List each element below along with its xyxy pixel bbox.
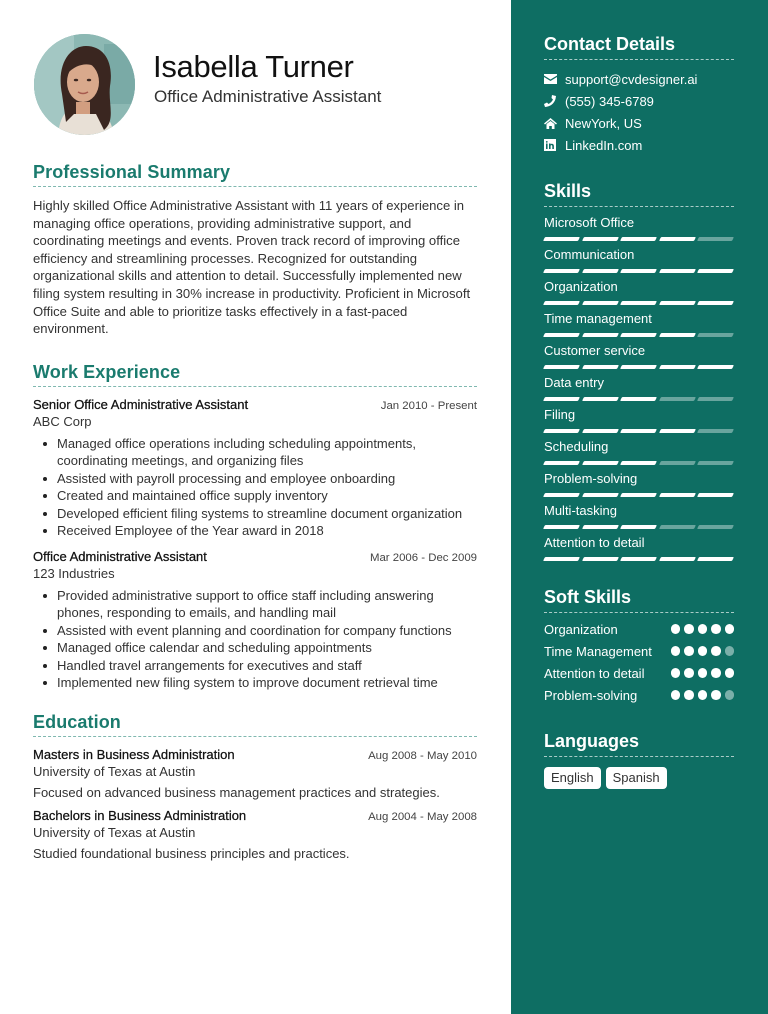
section-heading-skills: Skills [544, 181, 734, 207]
skill-segment-filled [582, 333, 618, 337]
contact-linkedin[interactable] [544, 134, 734, 156]
contact-linkedin-text: LinkedIn.com [565, 137, 643, 153]
skill-segment-filled [620, 461, 656, 465]
skill-segment-filled [582, 397, 618, 401]
skill-segment-filled [543, 333, 579, 337]
skill-segment-filled [620, 429, 656, 433]
skill-segment-filled [543, 557, 579, 561]
profile-photo [34, 34, 135, 135]
job-bullet: Managed office operations including scheduling appointments, coordinating meetings, and organizing files [57, 435, 477, 470]
section-heading-contact: Contact Details [544, 34, 734, 60]
soft-skill-rating [671, 624, 735, 634]
rating-dot-filled [684, 668, 694, 678]
soft-skill-item [544, 621, 734, 639]
skill-item [544, 407, 734, 439]
skill-label: Communication [544, 247, 635, 262]
soft-skill-label: Organization [544, 622, 618, 637]
skill-level-bar [544, 333, 734, 337]
rating-dot-filled [711, 624, 721, 634]
phone-icon [544, 95, 565, 107]
rating-dot-filled [698, 690, 708, 700]
skill-segment-filled [697, 301, 733, 305]
skill-segment-filled [620, 269, 656, 273]
summary-text: Highly skilled Office Administrative Assistant with 11 years of experience in managing office operations, providing administrative support, and coordinating meetings and events. Proven track record of improving office efficiency and streamlining processes. Recognized for outstanding organizational skills and attention to detail. Successfully implemented new filing system resulting in 30% increase in productivity. Proficient in Microsoft Office Suite and able to prioritize tasks effectively in a fast-paced environment. [33, 198, 471, 337]
skill-segment-filled [620, 333, 656, 337]
skill-segment-filled [543, 461, 579, 465]
section-heading-summary: Professional Summary [33, 162, 477, 187]
envelope-icon [544, 74, 565, 84]
rating-dot-filled [671, 668, 681, 678]
skill-item [544, 535, 734, 567]
skill-level-bar [544, 429, 734, 433]
skill-item [544, 279, 734, 311]
contact-list [544, 68, 734, 156]
skill-segment-filled [543, 365, 579, 369]
skill-item [544, 471, 734, 503]
skill-level-bar [544, 397, 734, 401]
skill-segment-filled [543, 493, 579, 497]
skill-segment-empty [659, 525, 695, 529]
skill-segment-filled [543, 429, 579, 433]
candidate-title: Office Administrative Assistant [154, 87, 382, 106]
skill-segment-filled [620, 237, 656, 241]
job-bullet: Received Employee of the Year award in 2018 [57, 522, 477, 540]
section-heading-languages: Languages [544, 731, 734, 757]
rating-dot-empty [725, 646, 735, 656]
skill-label: Multi-tasking [544, 503, 617, 518]
candidate-name: Isabella Turner [153, 49, 354, 84]
skill-level-bar [544, 269, 734, 273]
skill-segment-empty [697, 525, 733, 529]
skill-label: Data entry [544, 375, 604, 390]
skill-label: Problem-solving [544, 471, 638, 486]
skill-label: Microsoft Office [544, 215, 635, 230]
skill-segment-filled [543, 269, 579, 273]
skill-segment-filled [543, 525, 579, 529]
education-dates: Aug 2008 - May 2010 [368, 749, 477, 762]
skills-list [544, 215, 734, 567]
sidebar [511, 0, 768, 1014]
skill-level-bar [544, 525, 734, 529]
degree-title: Masters in Business Administration [33, 746, 235, 762]
skill-segment-filled [697, 365, 733, 369]
soft-skill-item [544, 687, 734, 705]
skill-segment-filled [620, 365, 656, 369]
rating-dot-filled [711, 690, 721, 700]
skill-item [544, 503, 734, 535]
job-bullet: Created and maintained office supply inventory [57, 487, 477, 505]
rating-dot-filled [698, 624, 708, 634]
skill-item [544, 439, 734, 471]
job-entry [33, 397, 477, 540]
language-pill: Spanish [606, 767, 667, 789]
skill-segment-filled [659, 301, 695, 305]
job-dates: Mar 2006 - Dec 2009 [369, 551, 477, 564]
skill-segment-filled [697, 269, 733, 273]
skill-label: Organization [544, 279, 618, 294]
rating-dot-filled [671, 646, 681, 656]
section-heading-education: Education [33, 712, 477, 737]
skill-segment-filled [582, 461, 618, 465]
soft-skills-list [544, 621, 734, 705]
job-bullet: Provided administrative support to office staff including answering phones, responding to emails, and handling mail [57, 587, 477, 622]
rating-dot-empty [725, 690, 735, 700]
job-company: ABC Corp [33, 413, 92, 429]
education-description: Focused on advanced business management practices and strategies. [33, 784, 440, 800]
rating-dot-filled [684, 624, 694, 634]
job-bullets [33, 587, 477, 692]
job-bullet: Assisted with event planning and coordination for company functions [57, 622, 477, 640]
skill-segment-filled [543, 397, 579, 401]
skill-segment-filled [582, 365, 618, 369]
skill-label: Time management [544, 311, 652, 326]
skill-segment-filled [620, 397, 656, 401]
contact-email[interactable] [544, 68, 734, 90]
rating-dot-filled [698, 646, 708, 656]
skill-segment-filled [697, 493, 733, 497]
education-entry [33, 808, 477, 861]
school-name: University of Texas at Austin [33, 824, 196, 840]
soft-skill-label: Problem-solving [544, 688, 638, 703]
skill-segment-filled [620, 493, 656, 497]
rating-dot-filled [684, 646, 694, 656]
section-heading-soft-skills: Soft Skills [544, 587, 734, 613]
job-bullets [33, 435, 477, 540]
skill-segment-filled [582, 269, 618, 273]
skill-level-bar [544, 301, 734, 305]
soft-skill-item [544, 643, 734, 661]
rating-dot-filled [671, 690, 681, 700]
contact-email-text: support@cvdesigner.ai [565, 71, 698, 87]
skill-segment-filled [659, 237, 695, 241]
job-bullet: Developed efficient filing systems to streamline document organization [57, 505, 477, 523]
job-bullet: Implemented new filing system to improve document retrieval time [57, 674, 477, 692]
skill-segment-filled [659, 493, 695, 497]
skill-level-bar [544, 461, 734, 465]
languages-list [544, 767, 734, 789]
skill-label: Customer service [544, 343, 646, 358]
skill-segment-empty [697, 237, 733, 241]
skill-label: Filing [544, 407, 576, 422]
home-icon [544, 118, 565, 129]
contact-phone[interactable] [544, 90, 734, 112]
skill-level-bar [544, 365, 734, 369]
skill-item [544, 247, 734, 279]
school-name: University of Texas at Austin [33, 763, 196, 779]
contact-phone-text: (555) 345-6789 [565, 93, 654, 109]
education-entry [33, 747, 477, 800]
language-pill: English [544, 767, 601, 789]
rating-dot-filled [684, 690, 694, 700]
degree-title: Bachelors in Business Administration [33, 807, 247, 823]
skill-level-bar [544, 493, 734, 497]
skill-segment-filled [659, 333, 695, 337]
job-title: Senior Office Administrative Assistant [33, 396, 249, 412]
skill-level-bar [544, 557, 734, 561]
avatar [34, 34, 135, 135]
skill-segment-filled [582, 525, 618, 529]
job-bullet: Assisted with payroll processing and employee onboarding [57, 470, 477, 488]
skill-level-bar [544, 237, 734, 241]
rating-dot-filled [725, 624, 735, 634]
linkedin-icon [544, 139, 565, 151]
contact-location-text: NewYork, US [565, 115, 642, 131]
skill-segment-filled [659, 429, 695, 433]
skill-segment-filled [697, 557, 733, 561]
resume-header [33, 0, 477, 152]
skill-segment-empty [697, 333, 733, 337]
rating-dot-filled [711, 668, 721, 678]
rating-dot-filled [711, 646, 721, 656]
skill-segment-filled [620, 525, 656, 529]
job-bullet: Managed office calendar and scheduling appointments [57, 639, 477, 657]
skill-segment-filled [659, 269, 695, 273]
skill-segment-filled [582, 429, 618, 433]
skill-item [544, 215, 734, 247]
contact-location [544, 112, 734, 134]
skill-item [544, 375, 734, 407]
skill-segment-filled [582, 557, 618, 561]
job-bullet: Handled travel arrangements for executives and staff [57, 657, 477, 675]
skill-segment-empty [659, 461, 695, 465]
skill-segment-filled [659, 365, 695, 369]
skill-label: Attention to detail [544, 535, 645, 550]
skill-segment-filled [659, 557, 695, 561]
job-company: 123 Industries [33, 565, 115, 581]
skill-segment-empty [697, 429, 733, 433]
rating-dot-filled [671, 624, 681, 634]
skill-segment-filled [543, 237, 579, 241]
soft-skill-label: Attention to detail [544, 666, 645, 681]
skill-item [544, 343, 734, 375]
soft-skill-rating [671, 668, 735, 678]
section-heading-work: Work Experience [33, 362, 477, 387]
education-dates: Aug 2004 - May 2008 [368, 810, 477, 823]
soft-skill-label: Time Management [544, 644, 652, 659]
soft-skill-item [544, 665, 734, 683]
skill-segment-filled [620, 557, 656, 561]
job-title: Office Administrative Assistant [33, 548, 207, 564]
rating-dot-filled [698, 668, 708, 678]
job-dates: Jan 2010 - Present [380, 399, 477, 412]
skill-segment-filled [582, 301, 618, 305]
job-entry [33, 549, 477, 692]
rating-dot-filled [725, 668, 735, 678]
skill-label: Scheduling [544, 439, 609, 454]
skill-segment-empty [659, 397, 695, 401]
education-description: Studied foundational business principles and practices. [33, 845, 350, 861]
skill-item [544, 311, 734, 343]
soft-skill-rating [671, 646, 735, 656]
skill-segment-empty [697, 461, 733, 465]
skill-segment-filled [582, 493, 618, 497]
skill-segment-filled [582, 237, 618, 241]
skill-segment-filled [543, 301, 579, 305]
skill-segment-empty [697, 397, 733, 401]
skill-segment-filled [620, 301, 656, 305]
soft-skill-rating [671, 690, 735, 700]
